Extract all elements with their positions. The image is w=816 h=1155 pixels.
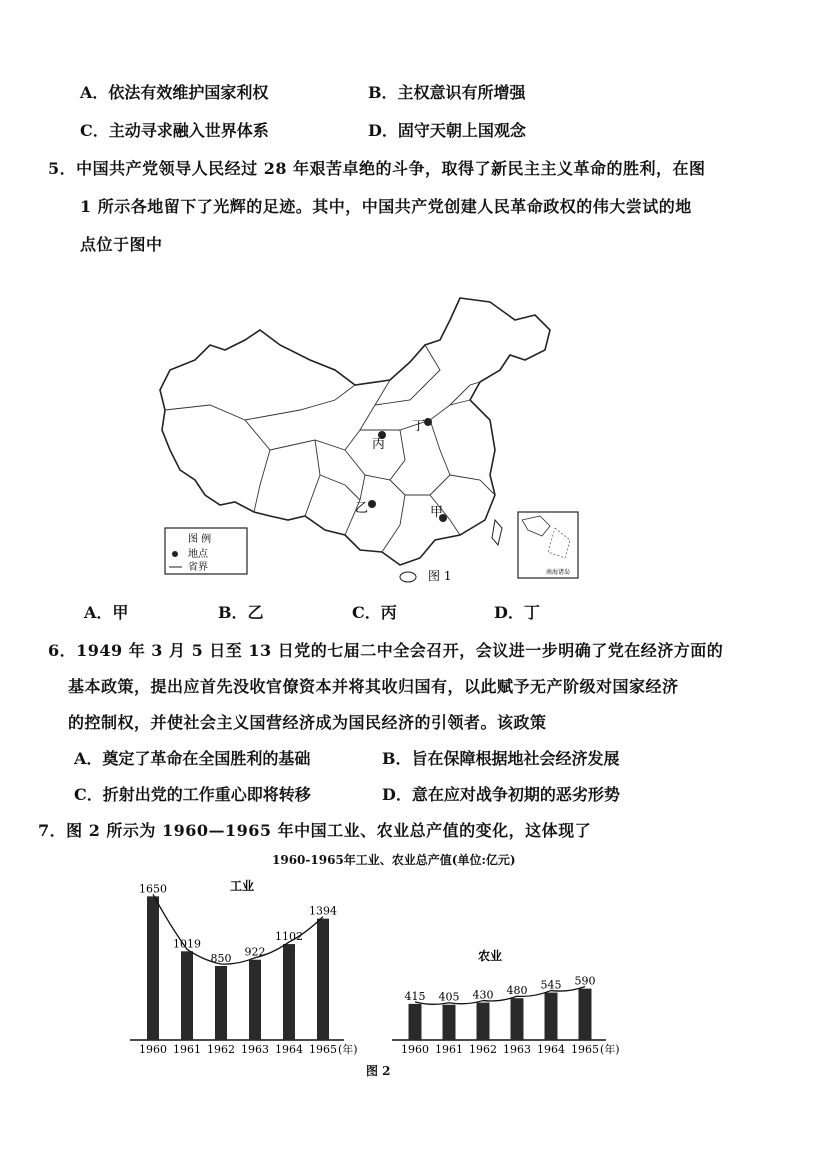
bar-农业-1961 — [443, 1005, 456, 1040]
chart-title: 1960-1965年工业、农业总产值(单位:亿元) — [272, 853, 516, 867]
x-tick-label: 1960 — [401, 1043, 429, 1056]
bar-农业-1960 — [409, 1004, 422, 1040]
marker-bing-label: 丙 — [372, 437, 386, 452]
chart-caption: 图 2 — [366, 1064, 391, 1078]
q6-option-d: D．意在应对战争初期的恶劣形势 — [382, 785, 620, 804]
bar-农业-1963 — [511, 998, 524, 1040]
marker-jia-label: 甲 — [430, 505, 444, 520]
marker-ding-label: 丁 — [412, 419, 426, 434]
data-label: 415 — [404, 989, 426, 1003]
q6-stem-line3: 的控制权，并使社会主义国营经济成为国民经济的引领者。该政策 — [68, 713, 547, 732]
q7-stem-line1: 7．图 2 所示为 1960—1965 年中国工业、农业总产值的变化，这体现了 — [38, 821, 592, 840]
china-map-figure — [150, 290, 590, 590]
x-tick-label: 1964 — [275, 1043, 303, 1056]
bar-农业-1962 — [477, 1003, 490, 1040]
q5-stem-line1: 5．中国共产党领导人民经过 28 年艰苦卓绝的斗争，取得了新民主主义革命的胜利，在图 — [48, 159, 706, 178]
marker-ding-dot — [424, 418, 432, 426]
x-tick-label: 1965 — [571, 1043, 599, 1056]
x-tick-label: 1965 — [309, 1043, 337, 1056]
q6-option-a: A．奠定了革命在全国胜利的基础 — [74, 749, 311, 768]
legend-title: 图 例 — [188, 534, 212, 545]
series-name-label: 农业 — [478, 949, 503, 963]
data-label: 1394 — [309, 904, 337, 918]
data-label: 1102 — [275, 930, 303, 944]
q4-option-a: A．依法有效维护国家利权 — [80, 83, 269, 102]
map-caption: 图 1 — [428, 569, 452, 583]
inset-label: 南海诸岛 — [546, 569, 571, 576]
q5-option-c: C．丙 — [352, 603, 397, 622]
x-unit-label: (年) — [338, 1043, 358, 1056]
q5-option-a: A．甲 — [84, 603, 129, 622]
bar-工业-1965 — [317, 919, 329, 1040]
x-tick-label: 1963 — [241, 1043, 269, 1056]
x-tick-label: 1962 — [469, 1043, 497, 1056]
data-label: 545 — [540, 978, 562, 992]
legend-point-icon — [172, 551, 178, 557]
x-tick-label: 1961 — [435, 1043, 463, 1056]
china-map-outline — [160, 298, 550, 565]
q4-option-c: C．主动寻求融入世界体系 — [80, 121, 269, 140]
q5-stem-line2: 1 所示各地留下了光辉的足迹。其中，中国共产党创建人民革命政权的伟大尝试的地 — [80, 197, 692, 216]
bar-工业-1962 — [215, 966, 227, 1040]
chart-panel-industry — [130, 879, 358, 1056]
x-unit-label: (年) — [600, 1043, 620, 1056]
marker-yi-label: 乙 — [355, 501, 369, 516]
bar-工业-1960 — [147, 896, 159, 1040]
bar-农业-1965 — [579, 989, 592, 1040]
q5-option-d: D．丁 — [494, 603, 540, 622]
data-label: 590 — [574, 974, 596, 988]
q6-option-c: C．折射出党的工作重心即将转移 — [74, 785, 311, 804]
bar-工业-1963 — [249, 960, 261, 1040]
q4-option-b: B．主权意识有所增强 — [368, 83, 526, 102]
x-tick-label: 1961 — [173, 1043, 201, 1056]
q5-option-b: B．乙 — [218, 603, 264, 622]
data-label: 850 — [210, 952, 232, 965]
x-tick-label: 1960 — [139, 1043, 167, 1056]
data-label: 405 — [438, 990, 460, 1004]
data-label: 922 — [244, 945, 266, 959]
q6-stem-line1: 6．1949 年 3 月 5 日至 13 日党的七届二中全会召开，会议进一步明确了党在经济方面的 — [48, 641, 724, 660]
series-name-label: 工业 — [230, 879, 255, 893]
bar-农业-1964 — [545, 993, 558, 1040]
q6-option-b: B．旨在保障根据地社会经济发展 — [382, 749, 620, 768]
legend-border-label: 省界 — [188, 562, 208, 573]
x-tick-label: 1963 — [503, 1043, 531, 1056]
legend-point-label: 地点 — [188, 549, 208, 560]
data-label: 1650 — [139, 882, 167, 896]
x-tick-label: 1962 — [207, 1043, 235, 1056]
taiwan-island — [492, 520, 502, 545]
x-tick-label: 1964 — [537, 1043, 565, 1056]
marker-yi-dot — [368, 500, 376, 508]
data-label: 430 — [472, 988, 494, 1002]
hainan-island — [400, 572, 416, 582]
bar-工业-1964 — [283, 944, 295, 1040]
bar-工业-1961 — [181, 951, 193, 1040]
south-china-sea-inset — [518, 512, 578, 578]
data-label: 480 — [506, 984, 528, 998]
output-value-chart — [120, 872, 640, 1072]
map-legend — [165, 528, 247, 574]
q6-stem-line2: 基本政策，提出应首先没收官僚资本并将其收归国有，以此赋予无产阶级对国家经济 — [68, 677, 679, 696]
chart-panel-agriculture — [392, 948, 620, 1056]
q4-option-d: D．固守天朝上国观念 — [368, 121, 526, 140]
q5-stem-line3: 点位于图中 — [80, 235, 163, 254]
data-label: 1019 — [173, 937, 201, 951]
